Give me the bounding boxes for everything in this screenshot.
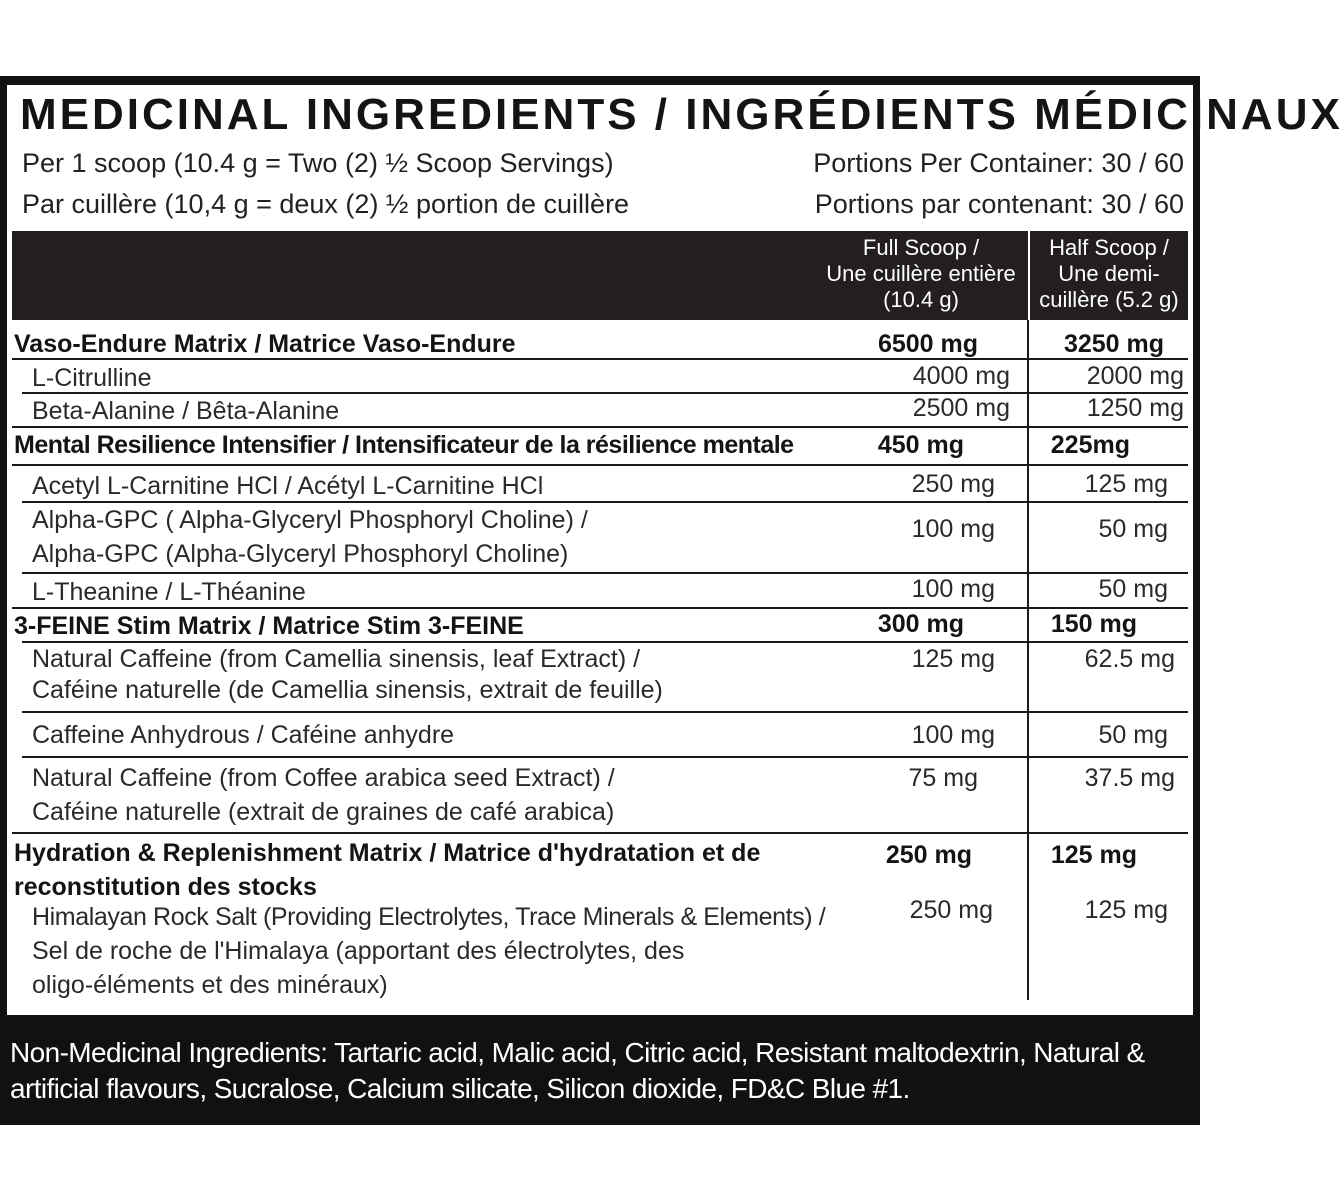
- row-rule: [22, 392, 1188, 394]
- row-feine-full: 300 mg: [877, 610, 964, 638]
- row-rule: [22, 501, 1188, 503]
- row-alcar-half: 125 mg: [1084, 470, 1168, 498]
- row-gpc-half: 50 mg: [1098, 515, 1168, 543]
- row-rule: [12, 464, 1188, 466]
- serving-size-fr: Par cuillère (10,4 g = deux (2) ½ portion de cuillère: [22, 189, 630, 219]
- row-hydration-half: 125 mg: [1050, 841, 1137, 869]
- row-gpc-name-fr: Alpha-GPC (Alpha-Glyceryl Phosphoryl Choline): [32, 540, 569, 568]
- row-salt-full: 250 mg: [909, 896, 993, 924]
- row-alcar-name: Acetyl L-Carnitine HCl / Acétyl L-Carnitine HCl: [32, 472, 544, 500]
- header-full-line2: Une cuillère entière: [826, 261, 1016, 286]
- row-rule: [22, 756, 1188, 758]
- row-anhydrous-full: 100 mg: [911, 721, 995, 749]
- row-rule: [22, 641, 1188, 643]
- row-coffee-half: 37.5 mg: [1084, 764, 1175, 792]
- portions-fr: Portions par contenant: 30 / 60: [814, 189, 1184, 219]
- row-alcar-full: 250 mg: [911, 470, 995, 498]
- header-half-line1: Half Scoop /: [1049, 235, 1169, 260]
- row-rule: [12, 832, 1188, 834]
- header-full-line3: (10.4 g): [883, 287, 959, 312]
- row-theanine-half: 50 mg: [1098, 575, 1168, 603]
- row-anhydrous-name: Caffeine Anhydrous / Caféine anhydre: [32, 721, 455, 749]
- row-gpc-full: 100 mg: [911, 515, 995, 543]
- row-vaso-half: 3250 mg: [1063, 330, 1164, 358]
- header-half-line3: cuillère (5.2 g): [1039, 287, 1179, 312]
- row-rule: [22, 572, 1188, 574]
- row-beta-name: Beta-Alanine / Bêta-Alanine: [32, 397, 340, 425]
- table-header: [12, 231, 1188, 320]
- row-natcaf-name-en: Natural Caffeine (from Camellia sinensis, leaf Extract) /: [32, 645, 641, 673]
- row-citrulline-name: L-Citrulline: [32, 364, 152, 392]
- non-medicinal-ingredients: Non-Medicinal Ingredients: Tartaric acid, Malic acid, Citric acid, Resistant maltodextrin, Natural & artificial flavours, Sucralose, Calcium silicate, Silicon dioxide, FD&C Blue #1.: [10, 1037, 1145, 1104]
- row-natcaf-half: 62.5 mg: [1084, 645, 1175, 673]
- header-half-line2: Une demi-: [1058, 261, 1160, 286]
- row-gpc-name-en: Alpha-GPC ( Alpha-Glyceryl Phosphoryl Choline) /: [32, 506, 588, 534]
- row-theanine-name: L-Theanine / L-Théanine: [32, 578, 306, 606]
- row-rule: [22, 711, 1188, 713]
- row-hydration-full: 250 mg: [885, 841, 972, 869]
- row-salt-name-line1: Himalayan Rock Salt (Providing Electrolytes, Trace Minerals & Elements) /: [32, 903, 826, 931]
- portions-en: Portions Per Container: 30 / 60: [813, 148, 1184, 178]
- row-salt-name-line3: oligo-éléments et des minéraux): [32, 971, 388, 999]
- row-salt-name-line2: Sel de roche de l'Himalaya (apportant des électrolytes, des: [32, 937, 685, 965]
- row-mental-half: 225mg: [1050, 431, 1130, 459]
- row-theanine-full: 100 mg: [911, 575, 995, 603]
- row-natcaf-name-fr: Caféine naturelle (de Camellia sinensis, extrait de feuille): [32, 676, 663, 704]
- row-beta-full: 2500 mg: [912, 394, 1010, 422]
- header-half-scoop: [1030, 231, 1188, 320]
- row-beta-half: 1250 mg: [1086, 394, 1184, 422]
- row-coffee-full: 75 mg: [908, 764, 978, 792]
- row-coffee-name-fr: Caféine naturelle (extrait de graines de café arabica): [32, 798, 615, 826]
- row-feine-half: 150 mg: [1050, 610, 1137, 638]
- row-rule: [12, 607, 1188, 609]
- row-feine-name: 3-FEINE Stim Matrix / Matrice Stim 3-FEINE: [14, 612, 524, 640]
- row-citrulline-full: 4000 mg: [912, 362, 1010, 390]
- row-hydration-name-line2: reconstitution des stocks: [14, 873, 317, 901]
- page-title: MEDICINAL INGREDIENTS / INGRÉDIENTS MÉDICINAUX: [20, 90, 1343, 139]
- row-rule: [12, 426, 1188, 428]
- row-mental-full: 450 mg: [877, 431, 964, 459]
- row-salt-half: 125 mg: [1084, 896, 1168, 924]
- row-anhydrous-half: 50 mg: [1098, 721, 1168, 749]
- row-vaso-name: Vaso-Endure Matrix / Matrice Vaso-Endure: [14, 330, 516, 358]
- column-divider: [1027, 320, 1029, 1000]
- header-full-scoop: [802, 231, 1040, 320]
- row-coffee-name-en: Natural Caffeine (from Coffee arabica seed Extract) /: [32, 764, 615, 792]
- row-mental-name: Mental Resilience Intensifier / Intensificateur de la résilience mentale: [14, 431, 794, 459]
- header-full-line1: Full Scoop /: [862, 235, 980, 260]
- row-vaso-full: 6500 mg: [877, 330, 978, 358]
- row-natcaf-full: 125 mg: [911, 645, 995, 673]
- row-hydration-name-line1: Hydration & Replenishment Matrix / Matrice d'hydratation et de: [14, 839, 761, 867]
- row-citrulline-half: 2000 mg: [1086, 362, 1184, 390]
- serving-size-en: Per 1 scoop (10.4 g = Two (2) ½ Scoop Servings): [22, 148, 614, 178]
